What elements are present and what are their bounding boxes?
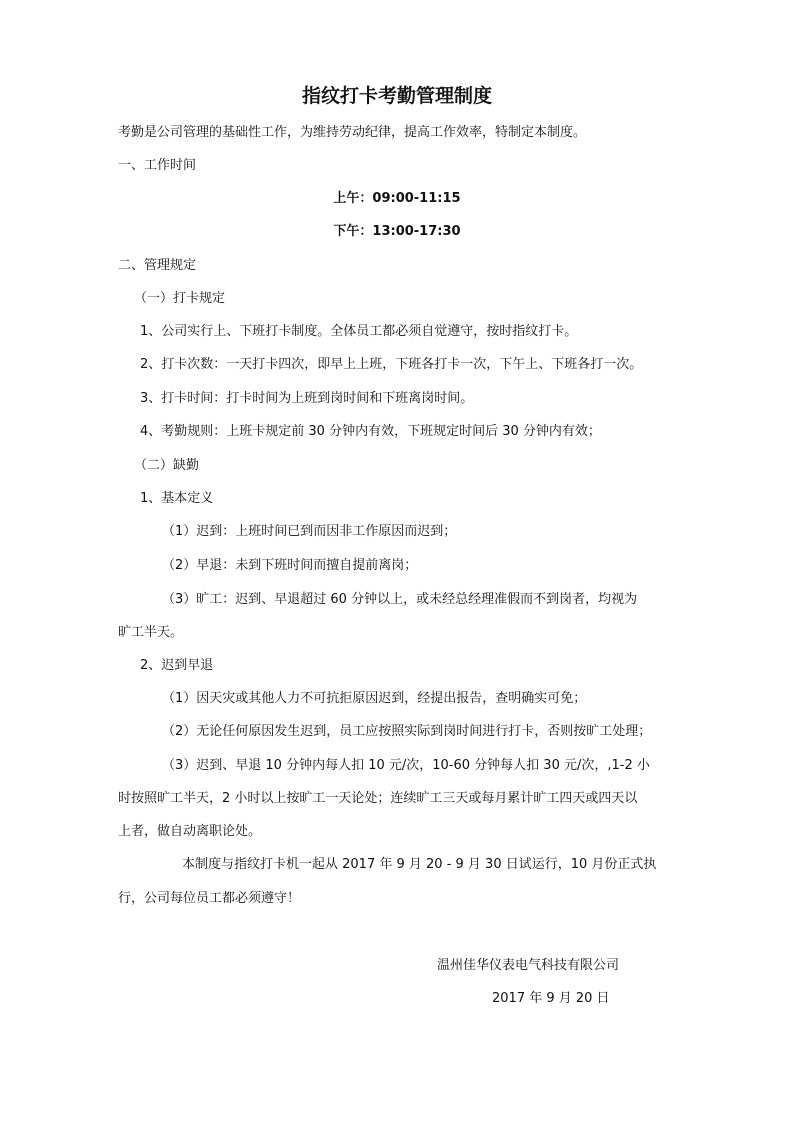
late-rule-2: （2）无论任何原因发生迟到，员工应按照实际到岗时间进行打卡，否则按旷工处理； xyxy=(162,724,652,739)
definition-late: （1）迟到：上班时间已到而因非工作原因而迟到； xyxy=(162,524,457,539)
late-rule-3-line-2: 时按照旷工半天，2 小时以上按旷工一天论处；连续旷工三天或每月累计旷工四天或四天以 xyxy=(118,791,638,806)
definition-absenteeism-line-2: 旷工半天。 xyxy=(118,625,184,640)
basic-definition-heading: 1、基本定义 xyxy=(140,491,214,506)
company-signature: 温州佳华仪表电气科技有限公司 xyxy=(437,958,620,973)
late-early-heading: 2、迟到早退 xyxy=(140,658,214,673)
late-rule-1: （1）因天灾或其他人力不可抗拒原因迟到，经提出报告，查明确实可免； xyxy=(162,691,587,706)
definition-absenteeism-line-1: （3）旷工：迟到、早退超过 60 分钟以上，或未经总经理准假而不到岗者，均视为 xyxy=(162,592,638,607)
section-1-heading: 一、工作时间 xyxy=(118,158,197,173)
clock-in-rule-3: 3、打卡时间：打卡时间为上班到岗时间和下班离岗时间。 xyxy=(140,391,474,406)
closing-paragraph-line-2: 行，公司每位员工都必须遵守！ xyxy=(118,891,301,906)
clock-in-rule-4: 4、考勤规则：上班卡规定前 30 分钟内有效，下班规定时间后 30 分钟内有效； xyxy=(140,424,601,439)
definition-early-leave: （2）早退：未到下班时间而擅自提前离岗； xyxy=(162,558,418,573)
intro-paragraph: 考勤是公司管理的基础性工作，为维持劳动纪律，提高工作效率，特制定本制度。 xyxy=(118,125,587,140)
clock-in-rule-2: 2、打卡次数：一天打卡四次，即早上上班，下班各打卡一次，下午上、下班各打一次。 xyxy=(140,357,643,372)
morning-hours: 上午：09:00-11:15 xyxy=(333,191,461,206)
afternoon-hours: 下午：13:00-17:30 xyxy=(333,224,461,239)
clock-in-rule-1: 1、公司实行上、下班打卡制度。全体员工都必须自觉遵守，按时指纹打卡。 xyxy=(140,324,578,339)
late-rule-3-line-3: 上者，做自动离职论处。 xyxy=(118,824,262,839)
section-2-heading: 二、管理规定 xyxy=(118,258,197,273)
closing-paragraph-line-1: 本制度与指纹打卡机一起从 2017 年 9 月 20 - 9 月 30 日试运行，10 月份正式执 xyxy=(182,857,657,872)
subsection-absence-heading: （二）缺勤 xyxy=(134,458,200,473)
document-title: 指纹打卡考勤管理制度 xyxy=(301,85,492,107)
subsection-clock-in-heading: （一）打卡规定 xyxy=(134,291,226,306)
signature-date: 2017 年 9 月 20 日 xyxy=(492,991,610,1006)
late-rule-3-line-1: （3）迟到、早退 10 分钟内每人扣 10 元/次，10-60 分钟每人扣 30 元/次，,1-2 小 xyxy=(162,758,650,773)
